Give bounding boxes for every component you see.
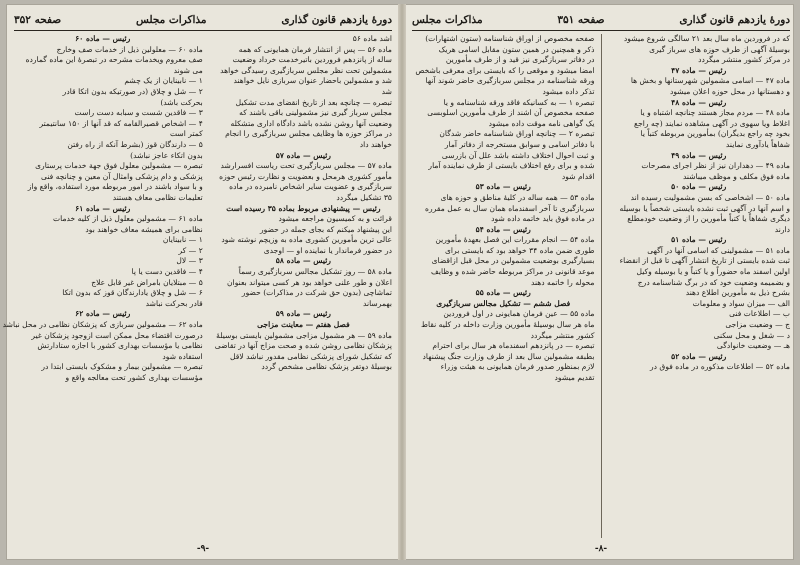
text-line: و بضمیمه وضعیت خود که در برگ شناسنامه درج bbox=[637, 277, 790, 287]
text-line: تبصره — مشمولین بیمار و مشکوک بایستی ابتدا در bbox=[41, 362, 203, 372]
text-line: موعد قانونی در مراکز مربوطه حاضر شده و وظایف bbox=[430, 267, 595, 277]
text-line: قرائت و به کمیسیون مراجعه میشود bbox=[278, 214, 392, 224]
text-line: قادر بحرکت نباشد bbox=[145, 298, 203, 308]
text-line: رئیس — ماده ۵۵ bbox=[475, 288, 531, 298]
text-line: رئیس — ماده ۶۱ bbox=[75, 203, 131, 213]
text-line: ماده ۵۴ — انجام مقررات این فصل بعهدهٔ مأمورین bbox=[435, 235, 595, 245]
text-line: رئیس — ماده ۵۳ bbox=[475, 182, 531, 192]
book-spread bbox=[2, 4, 794, 560]
text-line: بوسیلهٔ آگهی از طرف حوزه های سرباز گیری bbox=[649, 44, 790, 54]
text-line: تبصره ۲ — چنانچه اوراق شناسنامه حاضر شدگان bbox=[439, 129, 595, 139]
text-columns bbox=[2, 34, 392, 538]
text-line: طوری ضمن ماده ۳۴ خواهد بود که بایستی برای bbox=[444, 245, 595, 255]
text-line: شد bbox=[381, 86, 392, 96]
text-line: مأمور کشوری هرمحل و بعضویت و نظارت رئیس حوزه bbox=[219, 171, 392, 181]
text-line: درصورت اقتضاء محل ممکن است ازوجود پزشکان غیر bbox=[31, 330, 203, 340]
text-line: اعلان و طور علنی خواهد بود هر کسی میتواند بعنوان bbox=[227, 277, 392, 287]
text-line: مؤسسات بهداری کشور تحت معالجه واقع و bbox=[65, 373, 203, 382]
text-line: بدون اتکاء عاجز نباشد) bbox=[130, 150, 203, 160]
text-column-right bbox=[215, 34, 392, 538]
text-line: تذکر داده میشود bbox=[542, 86, 595, 96]
text-line: تعلیمات نظامی معاف هستند bbox=[112, 192, 203, 202]
text-line: ۳۵ تشکیل میگردد bbox=[336, 192, 392, 202]
text-line: اغلاط ویا سهوی در آگهی مشاهده نمایند (چه راجع bbox=[634, 118, 790, 128]
text-line: ماده ۶۲ — مشمولین سربازی که پزشکان نظامی در محل نباشد bbox=[2, 320, 203, 330]
text-line: یک گواهی نامه موقت داده میشود bbox=[488, 118, 595, 128]
text-line: تقدیم میشود bbox=[554, 373, 595, 382]
page-footer-number: -۹- bbox=[196, 544, 210, 554]
text-line: ماده ۵۱ — مشمولینی که اسامی آنها در آگهی bbox=[647, 245, 790, 255]
text-line: استفاده شود bbox=[162, 351, 203, 361]
header-session-title: دورهٔ یازدهم قانون گذاری bbox=[281, 14, 392, 26]
text-line: بوسیلهٔ دوتفر پزشک نظامی مشخص گردد bbox=[261, 362, 392, 372]
text-line: ماده ۶۰ — معلولین ذیل از خدمات صف وخارج bbox=[56, 44, 203, 54]
text-line: دارند bbox=[774, 224, 790, 234]
text-line: شد و مشمولین باحضار عنوان سربازی نایل خواهند bbox=[233, 76, 392, 86]
text-line: در دفاتر سربازگیری نیز قید و از طرف مأمورین bbox=[445, 55, 595, 65]
text-line: رئیس — ماده ۴۹ bbox=[671, 150, 727, 160]
text-line: تماشاچی (بدون حق شرکت در مذاکرات) حضور bbox=[241, 288, 392, 298]
text-line: ۴ — فاقدین دست یا پا bbox=[131, 267, 203, 277]
text-line: بطبقه مشمولین سال بعد از طرف وزارت جنگ پیشنهاد bbox=[422, 351, 595, 361]
text-line: پزشکان نظامی روشن شده و صحت مزاج آنها در تقاضی bbox=[214, 341, 392, 351]
text-line: رئیس — ماده ۶۲ bbox=[75, 309, 131, 319]
text-line: رئیس — ماده ۴۸ bbox=[671, 97, 727, 107]
text-line: تبصره — مشمولین معلول فوق جهة خدمات پرستاری bbox=[35, 161, 203, 171]
text-line: ماده ۵۷ — مجلس سربازگیری تحت ریاست افسرارشد bbox=[220, 161, 392, 171]
text-line: صف معروم ویخدمات مشرحه در تبصرهٔ این ماده گمارده bbox=[25, 55, 203, 65]
text-line: اقدام شود bbox=[561, 171, 595, 181]
page-footer-number: -۸- bbox=[594, 544, 608, 554]
text-line: وضعیت آنها روشن نشده باشد دادگاه اداری متشکله bbox=[230, 118, 392, 128]
page-header bbox=[412, 10, 790, 31]
text-line: و با سواد باشند در امور مربوطه مورد استفاده، واقع واز bbox=[27, 182, 203, 192]
text-line: ۴ — اشخاص قصیرالقامه که قد آنها از ۱۵۰ سانتیمتر bbox=[39, 118, 203, 128]
text-line: سربازگیری تا آخر اسفندماه همان سال به عمل مقرره bbox=[425, 203, 595, 213]
header-session-title: دورهٔ یازدهم قانون گذاری bbox=[679, 14, 790, 26]
text-line: مشمولین تحت نظر مجلس سربازگیری رسیدگی خواهد bbox=[220, 65, 392, 75]
text-line: دیگری شفاهاً یا کتباً مأمورین را از وضعیت خودمطلع bbox=[627, 214, 790, 224]
text-line: در مرکز کشور منتشر میگردد bbox=[698, 55, 790, 65]
text-line: ماده ۵۸ — روز تشکیل مجالس سربازگیری رسماً bbox=[238, 267, 392, 277]
text-line: ۳ — فاقدین شست و سبابه دست راست bbox=[74, 108, 203, 118]
text-line: بشرح ذیل به مأمورین اطلاع دهند bbox=[685, 288, 790, 298]
text-line: پزشکی و دام پزشکی وامثال آن معین و چنانچه فنی bbox=[41, 171, 203, 181]
text-line: در مراکز حوزه ها وظایف مجلس سربازگیری را انجام bbox=[225, 129, 392, 139]
text-line: ب — اطلاعات فنی bbox=[729, 309, 790, 319]
text-line: ماده ۴۸ — مردم مجاز هستند چنانچه اشتباه و یا bbox=[640, 108, 790, 118]
text-line: لازم بمنظور صدور فرمان همایونی به هیئت وزراء bbox=[440, 362, 595, 372]
text-line: و ثبت احوال اختلاف داشته باشد علل آن بازرسی bbox=[441, 150, 595, 160]
page-351 bbox=[408, 4, 794, 560]
text-line: رئیس — ماده ۵۹ bbox=[275, 309, 331, 319]
text-line: ماه هر سال بوسیلهٔ مأمورین وزارت داخله در کلیه نقاط bbox=[420, 320, 595, 330]
text-line: نظامی برای همیشه معاف خواهند بود bbox=[85, 224, 203, 234]
header-publication-title: مذاکرات مجلس bbox=[135, 14, 207, 26]
text-line: فصل ششم — تشکیل مجالس سربازگیری bbox=[436, 298, 571, 308]
text-line: ۳ — لال bbox=[176, 256, 203, 266]
text-line: ماده ۶۱ — مشمولین معلول ذیل از کلیه خدمات bbox=[53, 214, 203, 224]
column-divider bbox=[601, 34, 602, 538]
text-line: ساله از پانزدهم فروردین باتیرخدمت خرداد وضعیت bbox=[232, 55, 392, 65]
text-line: رئیس — ماده ۵۰ bbox=[671, 182, 727, 192]
text-line: ۱ — نابینایان bbox=[162, 235, 203, 245]
text-line: ماده ۵۵ — عین فرمان همایونی در اول فروردین bbox=[443, 309, 595, 319]
text-column-left bbox=[412, 34, 595, 538]
text-line: صفحه مخصوص از اوراق شناسنامه (ستون اشتهارات) bbox=[425, 34, 595, 43]
text-line: محوله را خاتمه دهند bbox=[530, 277, 595, 287]
text-line: مجلس سرباز گیری نیز مشمولینی باقی باشند که bbox=[239, 108, 392, 118]
text-line: ماده ۵۳ — همه ساله در کلیهٔ مناطق و حوزه های bbox=[440, 192, 595, 202]
text-line: اولین اسفند ماه حضوراً و یا کتباً و یا بوسیله وکیل bbox=[636, 267, 790, 277]
text-line: تبصره — چنانچه بعد از تاریخ انقضای مدت تشکیل bbox=[235, 97, 392, 107]
text-line: رئیس — ماده ۵۷ bbox=[275, 150, 331, 160]
text-line: با دفاتر اسامی و سوابق مستخرجه از دفاتر آمار bbox=[444, 139, 595, 149]
text-line: رئیس — ماده ۵۴ bbox=[475, 224, 531, 234]
text-line: امضا میشود و موقعی را که بایستی برای معرفی باشخص bbox=[415, 65, 595, 75]
header-page-number: صفحه ۳۵۲ bbox=[14, 14, 62, 26]
text-line: ماده ۴۹ — دهداران نیز از نظر اجرای مصرحات bbox=[641, 161, 790, 171]
text-line: رئیس — پیشنهادی مربوط بماده ۳۵ رسیده است bbox=[226, 203, 381, 213]
text-line: ثبت شده بایستی از تاریخ انتشار آگهی تا قبل از انقضاء bbox=[619, 256, 790, 266]
text-line: شفاهاً یادآوری نمایند bbox=[725, 139, 790, 149]
header-publication-title: مذاکرات مجلس bbox=[412, 14, 483, 26]
header-page-number: صفحه ۳۵۱ bbox=[557, 14, 605, 26]
text-line: ماده ۵۶ — پس از انتشار فرمان همایونی که همه bbox=[238, 44, 392, 54]
text-line: ماده ۵۲ — اطلاعات مذکوره در ماده فوق در bbox=[649, 362, 790, 372]
text-line: عالی ترین مأمورین کشوری ماده به وزیچم نوشته شود bbox=[221, 235, 392, 245]
text-line: ماده فوق مکلف و موظف میباشند bbox=[682, 171, 790, 181]
text-line: که در فروردین ماه سال بعد ۲۱ سالگی شروع میشود bbox=[623, 34, 790, 43]
text-line: هـ — وضعیت خانوادگی bbox=[716, 341, 790, 351]
text-line: بهمرساند bbox=[363, 298, 392, 308]
text-line: رئیس — ماده ۵۸ bbox=[275, 256, 331, 266]
text-line: خواهند داد bbox=[359, 139, 392, 149]
text-line: ۲ — کر bbox=[178, 245, 203, 255]
text-column-left bbox=[3, 34, 203, 538]
page-352 bbox=[2, 4, 396, 560]
text-line: و دهستانها در محل حوزه اعلان میشود bbox=[669, 86, 790, 96]
text-line: ۵ — مبتلایان بامراض غیر قابل علاج bbox=[91, 277, 203, 287]
text-line: کشور منتشر میگردد bbox=[530, 330, 595, 340]
text-line: ج — وضعیت مزاجی bbox=[725, 320, 790, 330]
text-line: این پیشنهاد میکنم که بجای جمله در حضور bbox=[259, 224, 392, 234]
text-line: د — شغل و محل سکنی bbox=[713, 330, 790, 340]
text-line: در حضور فرماندار یا نماینده او — اوجدی bbox=[263, 245, 392, 255]
text-line: الف — میزان سواد و معلومات bbox=[692, 298, 790, 308]
page-header bbox=[14, 10, 392, 31]
text-column-right bbox=[608, 34, 791, 538]
text-line: کمتر است bbox=[169, 129, 203, 139]
text-line: و اسم آنها در آگهی ثبت نشده بایستی شخصاً یا بوسیله bbox=[619, 203, 790, 213]
text-line: ۱ — نابینایان از یک چشم bbox=[124, 76, 203, 86]
text-line: نظامی یا مؤسسات بهداری کشور با اجازه ستادارتش bbox=[37, 341, 203, 351]
text-line: شده و برای رفع اختلاف بایستی از طرف نماینده آمار bbox=[428, 161, 595, 171]
text-line: ۶ — شل و چلاق یادارندگان قوز که بدون اتکا bbox=[62, 288, 203, 298]
text-line: ۲ — شل و چلاق (در صورتیکه بدون اتکا قادر bbox=[62, 86, 203, 96]
text-line: رئیس — ماده ۴۷ bbox=[671, 65, 727, 75]
text-line: ماده ۵۰ — اشخاصی که بسن مشمولیت رسیده اند bbox=[630, 192, 790, 202]
text-line: ماده ۴۷ — اسامی مشمولین شهرستانها و بخش ها bbox=[630, 76, 790, 86]
text-line: تبصره ۱ — به کسانیکه فاقد ورقه شناسنامه و یا bbox=[443, 97, 595, 107]
text-line: بحرکت باشد) bbox=[160, 97, 203, 107]
text-line: رئیس — ماده ۵۱ bbox=[671, 235, 727, 245]
text-line: بخود چه راجع بدیگران) بمأمورین مربوطه کتباً یا bbox=[640, 129, 790, 139]
text-line: ۵ — دارندگان قوز (بشرط آنکه از راه رفتن bbox=[67, 139, 203, 149]
text-line: که تشکیل شورای پزشکی نظامی مقدور نباشد لاقل bbox=[230, 351, 392, 361]
text-line: در ماده فوق باید خاتمه داده شود bbox=[491, 214, 595, 224]
text-line: سربازگیری و عضویت سایر اشخاص نامبرده در ماده bbox=[229, 182, 392, 192]
text-line: رئیس — ماده ۵۲ bbox=[671, 351, 727, 361]
text-line: صفحه مخصوص آن اشند از طرف مأمورین اسلوبسی bbox=[427, 108, 595, 118]
text-line: رئیس — ماده ۶۰ bbox=[75, 34, 131, 43]
text-line: اشد ماده ۵۶ bbox=[352, 34, 392, 43]
text-line: تبصره — در پانزدهم اسفندماه هر سال برای احترام bbox=[432, 341, 595, 351]
book-gutter bbox=[398, 4, 406, 560]
text-line: فصل هفتم — معاینت مزاجی bbox=[257, 320, 350, 330]
text-line: ورقه شناسنامه در مجلس سربازگیری حاضر شوند آنها bbox=[425, 76, 595, 86]
text-line: می شوند bbox=[173, 65, 203, 75]
text-line: ماده ۵۹ — هر مشمول مزاجی مشمولین بایستی بوسیلهٔ bbox=[216, 330, 392, 340]
text-line: بسیارگیری بوضعیت مشمولین در محل قبل ازاقضای bbox=[431, 256, 595, 266]
text-columns bbox=[412, 34, 790, 538]
text-line: ذکر و همچنین در همین ستون مقابل اسامی هریک bbox=[438, 44, 595, 54]
